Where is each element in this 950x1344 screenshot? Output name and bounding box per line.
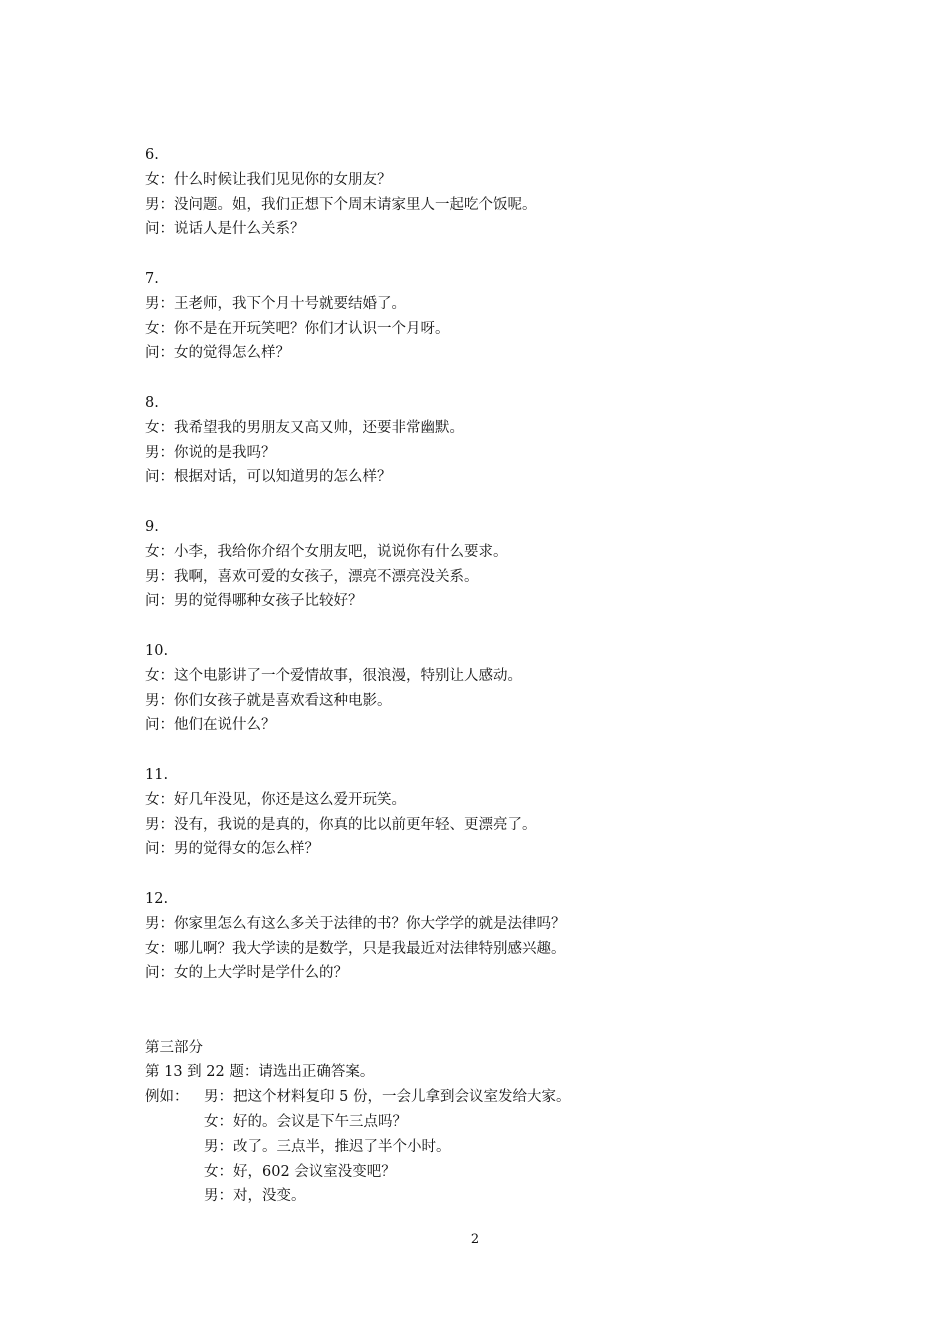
dialogue-line: 女：什么时候让我们见见你的女朋友？ bbox=[145, 171, 392, 188]
dialogue-question: 问：女的觉得怎么样？ bbox=[145, 345, 290, 362]
dialogue-question: 问：男的觉得女的怎么样？ bbox=[145, 841, 319, 858]
dialogue-line: 男：你家里怎么有这么多关于法律的书？你大学学的就是法律吗？ bbox=[145, 915, 566, 932]
dialogue-7 bbox=[145, 267, 825, 366]
example-line: 男：把这个材料复印 5 份，一会儿拿到会议室发给大家。 bbox=[204, 1089, 571, 1106]
dialogue-line: 男：你们女孩子就是喜欢看这种电影。 bbox=[145, 692, 392, 709]
dialogue-12 bbox=[145, 887, 825, 986]
dialogue-line: 男：我啊，喜欢可爱的女孩子，漂亮不漂亮没关系。 bbox=[145, 568, 479, 585]
dialogue-line: 女：你不是在开玩笑吧？你们才认识一个月呀。 bbox=[145, 320, 450, 337]
dialogue-question: 问：男的觉得哪种女孩子比较好？ bbox=[145, 593, 363, 610]
page-number: 2 bbox=[470, 1232, 480, 1247]
example-line: 男：对，没变。 bbox=[204, 1188, 306, 1205]
dialogue-line: 女：好几年没见，你还是这么爱开玩笑。 bbox=[145, 791, 406, 808]
dialogue-line: 女：哪儿啊？我大学读的是数学，只是我最近对法律特别感兴趣。 bbox=[145, 940, 566, 957]
question-number: 12. bbox=[145, 890, 169, 907]
dialogue-line: 男：王老师，我下个月十号就要结婚了。 bbox=[145, 295, 406, 312]
dialogue-question: 问：女的上大学时是学什么的？ bbox=[145, 965, 348, 982]
question-number: 10. bbox=[145, 642, 169, 659]
question-number: 11. bbox=[145, 766, 169, 783]
section-title: 第三部分 bbox=[145, 1039, 203, 1056]
dialogue-9 bbox=[145, 515, 825, 614]
section-instruction: 第 13 到 22 题：请选出正确答案。 bbox=[145, 1064, 375, 1081]
dialogue-line: 男：你说的是我吗？ bbox=[145, 444, 276, 461]
example-label: 例如： bbox=[145, 1089, 189, 1106]
dialogue-question: 问：他们在说什么？ bbox=[145, 717, 276, 734]
question-number: 9. bbox=[145, 518, 159, 535]
dialogue-10 bbox=[145, 639, 825, 738]
question-number: 7. bbox=[145, 270, 159, 287]
example-line: 男：改了。三点半，推迟了半个小时。 bbox=[204, 1138, 451, 1155]
dialogue-line: 男：没有，我说的是真的，你真的比以前更年轻、更漂亮了。 bbox=[145, 816, 537, 833]
dialogue-question: 问：根据对话，可以知道男的怎么样？ bbox=[145, 469, 392, 486]
dialogue-8 bbox=[145, 391, 825, 490]
dialogue-line: 女：这个电影讲了一个爱情故事，很浪漫，特别让人感动。 bbox=[145, 667, 522, 684]
dialogue-6 bbox=[145, 143, 825, 242]
section-three bbox=[145, 1036, 825, 1210]
dialogue-line: 男：没问题。姐，我们正想下个周末请家里人一起吃个饭呢。 bbox=[145, 196, 537, 213]
dialogue-question: 问：说话人是什么关系？ bbox=[145, 221, 305, 238]
example-first-line bbox=[145, 1085, 825, 1110]
example-line: 女：好，602 会议室没变吧？ bbox=[204, 1163, 396, 1180]
dialogue-line: 女：小李，我给你介绍个女朋友吧，说说你有什么要求。 bbox=[145, 543, 508, 560]
document-body bbox=[145, 143, 825, 1209]
question-number: 6. bbox=[145, 147, 159, 163]
dialogue-11 bbox=[145, 763, 825, 862]
example-line: 女：好的。会议是下午三点吗？ bbox=[204, 1114, 407, 1131]
question-number: 8. bbox=[145, 394, 159, 411]
dialogue-line: 女：我希望我的男朋友又高又帅，还要非常幽默。 bbox=[145, 419, 464, 436]
